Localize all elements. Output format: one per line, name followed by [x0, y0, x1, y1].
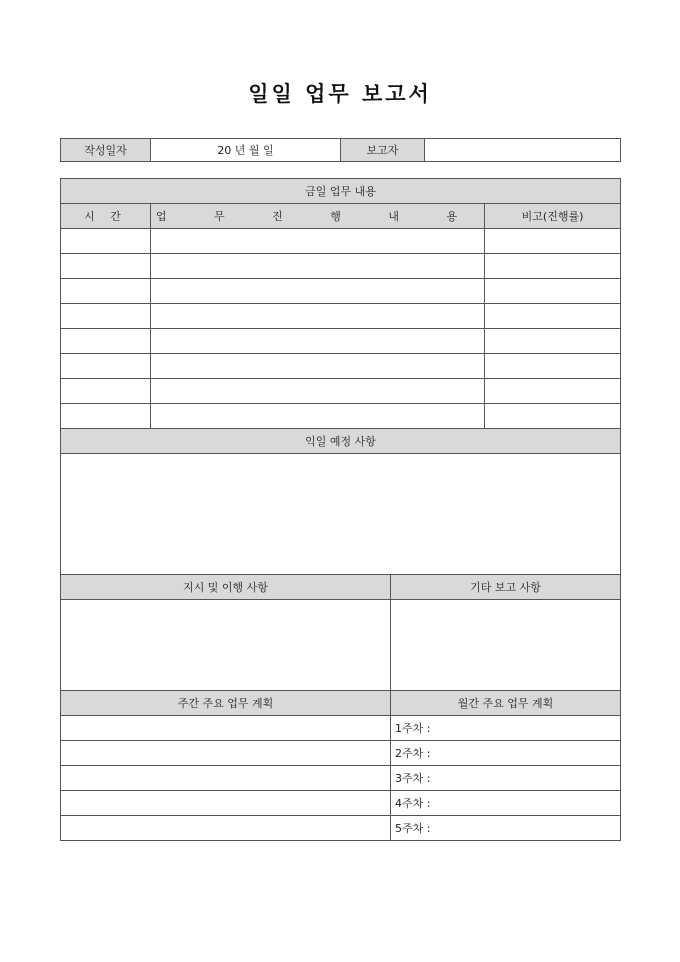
content-cell[interactable] — [151, 279, 485, 304]
weekly-plan-cell[interactable] — [61, 816, 391, 841]
time-cell[interactable] — [61, 304, 151, 329]
instructions-section-title: 지시 및 이행 사항 — [61, 575, 391, 600]
content-cell[interactable] — [151, 379, 485, 404]
note-cell[interactable] — [485, 304, 621, 329]
plan-row — [61, 716, 621, 741]
tomorrow-content-area[interactable] — [61, 454, 621, 575]
weekly-plan-cell[interactable] — [61, 716, 391, 741]
note-cell[interactable] — [485, 229, 621, 254]
task-row — [61, 354, 621, 379]
plan-row — [61, 741, 621, 766]
other-section-title: 기타 보고 사항 — [391, 575, 621, 600]
note-cell[interactable] — [485, 404, 621, 429]
document-title: 일일 업무 보고서 — [248, 81, 432, 106]
plan-row — [61, 791, 621, 816]
time-cell[interactable] — [61, 404, 151, 429]
note-cell[interactable] — [485, 279, 621, 304]
note-cell[interactable] — [485, 354, 621, 379]
reporter-label: 보고자 — [341, 139, 425, 162]
monthly-week-cell[interactable]: 2주차 : — [391, 741, 621, 766]
note-cell[interactable] — [485, 379, 621, 404]
other-content-area[interactable] — [391, 600, 621, 691]
time-cell[interactable] — [61, 329, 151, 354]
weekly-plan-cell[interactable] — [61, 766, 391, 791]
monthly-week-cell[interactable]: 3주차 : — [391, 766, 621, 791]
instructions-content-area[interactable] — [61, 600, 391, 691]
content-cell[interactable] — [151, 304, 485, 329]
report-table — [60, 178, 621, 841]
time-column-header: 시 간 — [61, 204, 151, 229]
date-label: 작성일자 — [61, 139, 151, 162]
content-column-header: 업 무 진 행 내 용 — [151, 204, 485, 229]
reporter-field[interactable] — [425, 139, 621, 162]
note-cell[interactable] — [485, 254, 621, 279]
task-row — [61, 304, 621, 329]
content-cell[interactable] — [151, 354, 485, 379]
content-cell[interactable] — [151, 329, 485, 354]
task-row — [61, 254, 621, 279]
plan-row — [61, 816, 621, 841]
monthly-week-cell[interactable]: 5주차 : — [391, 816, 621, 841]
today-section-title: 금일 업무 내용 — [61, 179, 621, 204]
weekly-plan-cell[interactable] — [61, 741, 391, 766]
time-cell[interactable] — [61, 229, 151, 254]
task-row — [61, 404, 621, 429]
time-cell[interactable] — [61, 279, 151, 304]
content-cell[interactable] — [151, 229, 485, 254]
date-field[interactable]: 20 년 월 일 — [151, 139, 341, 162]
time-cell[interactable] — [61, 254, 151, 279]
monthly-week-cell[interactable]: 1주차 : — [391, 716, 621, 741]
plan-row — [61, 766, 621, 791]
monthly-week-cell[interactable]: 4주차 : — [391, 791, 621, 816]
task-row — [61, 329, 621, 354]
task-row — [61, 229, 621, 254]
task-row — [61, 379, 621, 404]
info-table — [60, 138, 621, 162]
content-cell[interactable] — [151, 404, 485, 429]
weekly-plan-title: 주간 주요 업무 계획 — [61, 691, 391, 716]
note-cell[interactable] — [485, 329, 621, 354]
time-cell[interactable] — [61, 379, 151, 404]
tomorrow-section-title: 익일 예정 사항 — [61, 429, 621, 454]
time-cell[interactable] — [61, 354, 151, 379]
weekly-plan-cell[interactable] — [61, 791, 391, 816]
content-cell[interactable] — [151, 254, 485, 279]
note-column-header: 비고(진행률) — [485, 204, 621, 229]
task-row — [61, 279, 621, 304]
monthly-plan-title: 월간 주요 업무 계획 — [391, 691, 621, 716]
